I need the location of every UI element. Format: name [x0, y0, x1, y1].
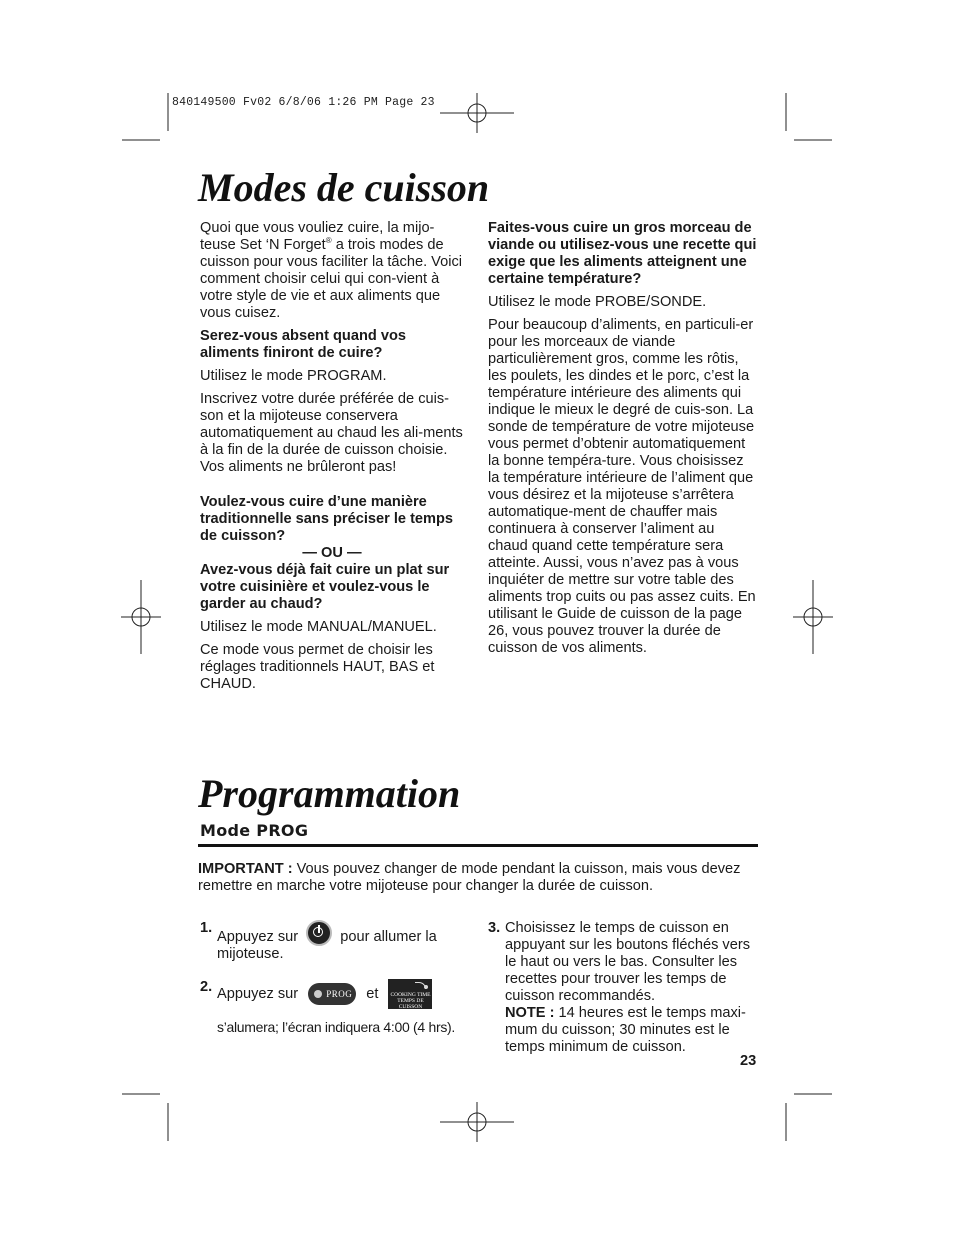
answer-manual-text: Ce mode vous permet de choisir les réglages traditionnels HAUT, BAS et CHAUD. — [200, 642, 435, 692]
question-traditional: Voulez-vous cuire d’une manière traditionnelle sans préciser le temps de cuisson? — [200, 494, 454, 544]
step-1: 1. Appuyez sur pour allumer la mijoteuse. — [200, 920, 437, 962]
question-absent: Serez-vous absent quand vos aliments finiront de cuire? — [200, 328, 406, 361]
registration-mark-icon — [440, 93, 514, 133]
answer-probe-text: Pour beaucoup d’aliments, en particuli-er pour les morceaux de viande particulièrement gros, comme les rôtis, les poulets, les dindes et le porc, c’est la température intérieure des aliments qui indique le mieux le degré de cuis-son. La sonde de température de votre mijoteuse vous permet d’obtenir automatiquement la bonne tempéra-ture. Vous choisissez la température intérieure de l’aliment que vous désirez et la mijoteuse s’arrêtera automatique-ment de chauffer mais continuera à conserver l’aliment au chaud quand cette température sera atteinte. Aussi, vous n’avez pas à vous inquiéter de mettre sur votre table des aliments trop cuits ou pas assez cuits. En utilisant le Guide de cuisson de la page 26, vous pouvez trouver la durée de cuisson de vos aliments. — [488, 317, 756, 656]
print-slug: 840149500 Fv02 6/8/06 1:26 PM Page 23 — [172, 96, 435, 109]
question-probe: Faites-vous cuire un gros morceau de viande ou utilisez-vous une recette qui exige que les aliments atteignent une certaine température? — [488, 220, 757, 287]
step-3: 3. Choisissez le temps de cuisson en appuyant sur les boutons fléchés vers le haut ou vers le bas. Consulter les recettes pour trouver les temps de cuisson recommandés. NOTE : 14 heures est le temps maxi-mum du cuisson; 30 minutes est le temps minimum de cuisson. — [488, 920, 750, 1055]
answer-mode-program: Utilisez le mode PROGRAM. — [200, 368, 387, 384]
answer-mode-manual: Utilisez le mode MANUAL/MANUEL. — [200, 619, 437, 635]
answer-program-text: Inscrivez votre durée préférée de cuis-son et la mijoteuse conservera automatiquement au chaud les ali-ments à la fin de la durée de cuisson choisie. Vos aliments ne brûleront pas! — [200, 391, 463, 475]
column-right — [488, 220, 758, 663]
step-2: 2. Appuyez sur PROG et COOKING TIME TEMPS DE CUISSON s’alumera; l’écran indiquera 4:00 (4 hrs). — [200, 979, 455, 1035]
intro-paragraph: Quoi que vous vouliez cuire, la mijo- teuse Set ‘N Forget® a trois modes de cuisson pour vous faciliter la tâche. Voici comment choisir celui qui con-vient à votre style de vie et aux aliments que vous cuisez. — [200, 220, 463, 321]
registration-mark-icon — [121, 580, 161, 654]
registration-mark-icon — [440, 1102, 514, 1142]
steps-left — [200, 920, 470, 1036]
registration-mark-icon — [793, 580, 833, 654]
cooking-time-button-icon: COOKING TIME TEMPS DE CUISSON — [388, 979, 432, 1009]
column-left — [200, 220, 464, 699]
section-rule — [198, 844, 758, 847]
section-title-programmation: Programmation — [198, 771, 461, 816]
prog-button-icon: PROG — [308, 983, 356, 1005]
page-number: 23 — [740, 1053, 757, 1069]
section-title-modes: Modes de cuisson — [198, 165, 490, 210]
steps-right — [488, 920, 760, 1056]
subhead-mode-prog: Mode PROG — [200, 821, 309, 840]
question-keep-warm: Avez-vous déjà fait cuire un plat sur votre cuisinière et voulez-vous le garder au chaud? — [200, 562, 450, 612]
important-note: IMPORTANT : Vous pouvez changer de mode pendant la cuisson, mais vous devez remettre en marche votre mijoteuse pour changer la durée de cuisson. — [198, 861, 741, 894]
power-button-icon — [306, 920, 332, 946]
answer-mode-probe: Utilisez le mode PROBE/SONDE. — [488, 294, 707, 310]
or-separator: — OU — — [302, 545, 362, 561]
